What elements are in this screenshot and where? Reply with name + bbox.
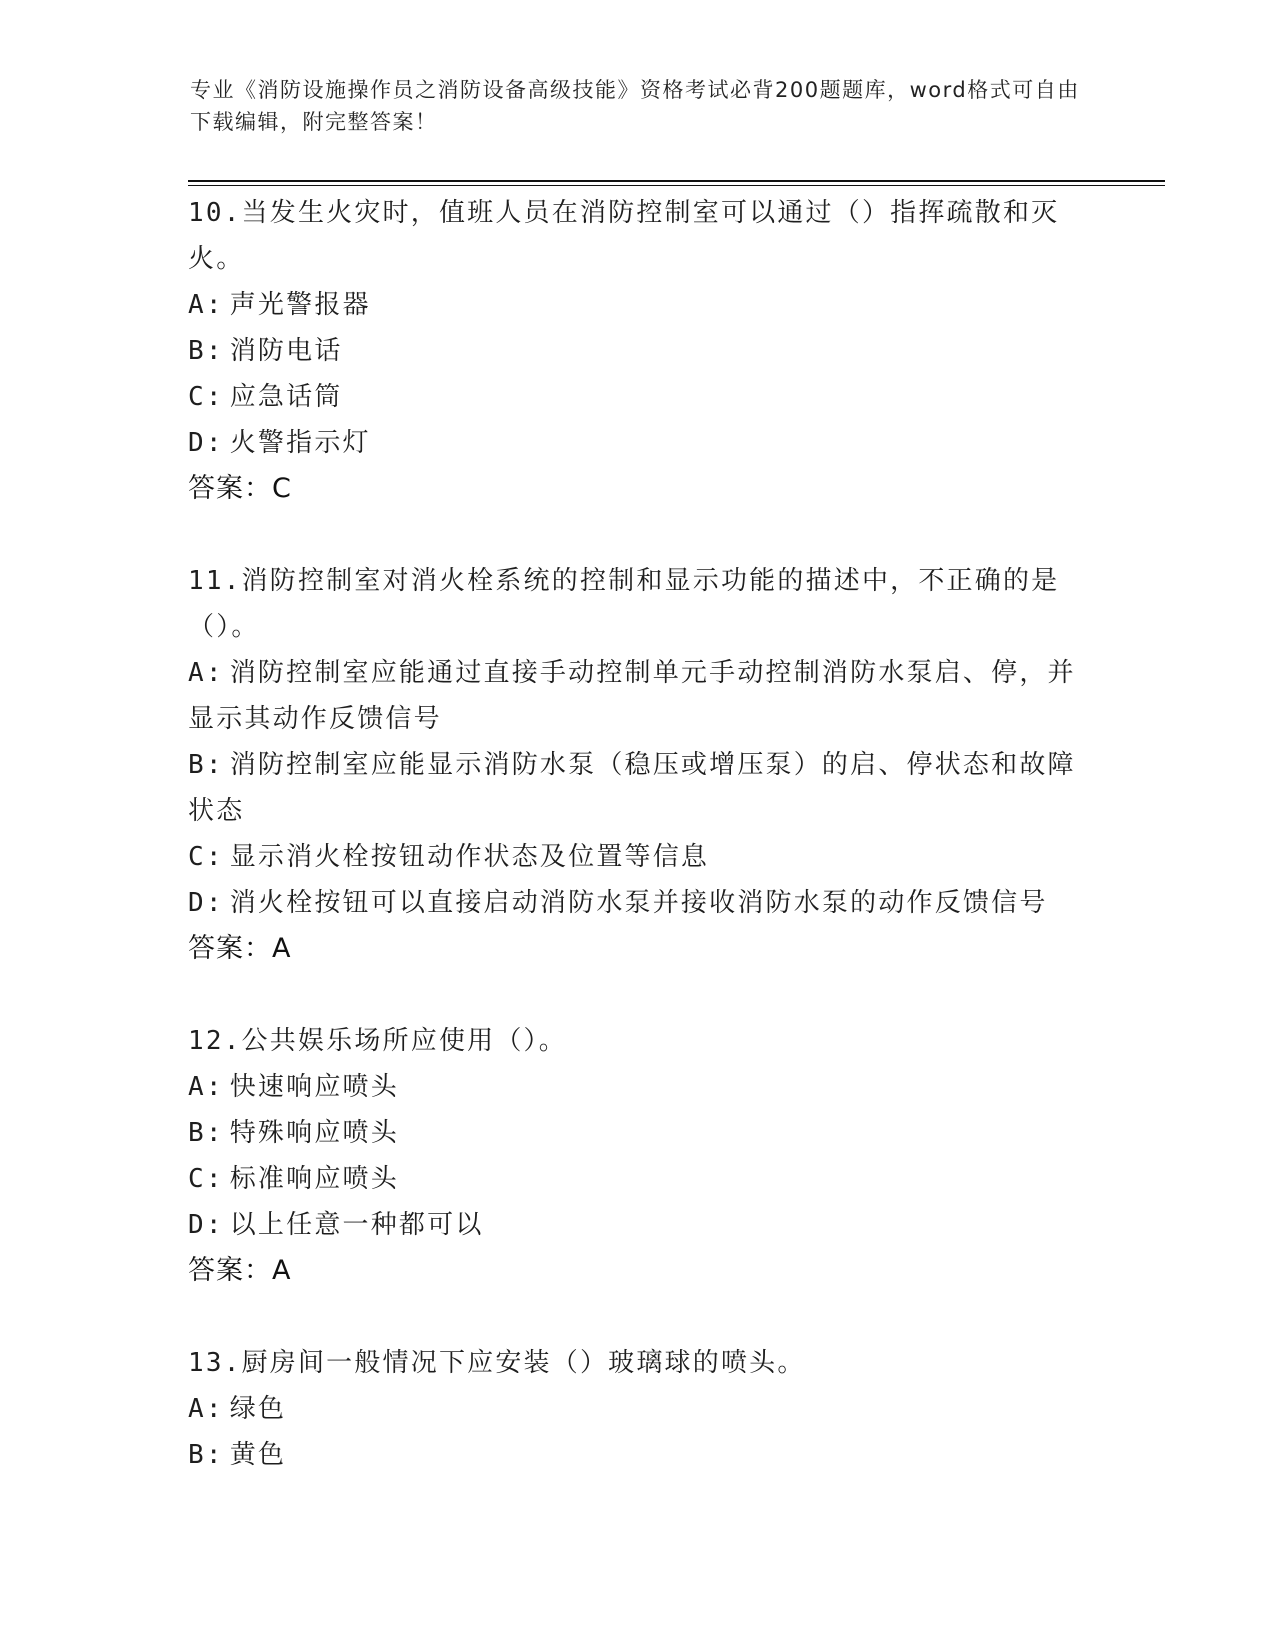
option-b <box>188 328 1088 374</box>
option-text: 消火栓按钮可以直接启动消防水泵并接收消防水泵的动作反馈信号 <box>229 888 1048 918</box>
question-10 <box>188 190 1088 512</box>
option-text: 绿色 <box>229 1394 287 1424</box>
question-12 <box>188 1018 1088 1294</box>
document-header: 专业《消防设施操作员之消防设备高级技能》资格考试必背200题题库，word格式可自由下载编辑，附完整答案！ <box>190 78 1080 134</box>
option-text: 快速响应喷头 <box>229 1072 399 1102</box>
option-key: A: <box>188 1394 224 1424</box>
option-text: 声光警报器 <box>229 290 371 320</box>
answer-line: 答案：A <box>188 1255 292 1286</box>
option-key: B: <box>188 750 224 780</box>
answer-line: 答案：C <box>188 473 292 504</box>
option-text: 应急话筒 <box>229 382 343 412</box>
question-11 <box>188 558 1088 972</box>
option-c <box>188 834 1088 880</box>
option-text: 消防控制室应能通过直接手动控制单元手动控制消防水泵启、停，并显示其动作反馈信号 <box>188 658 1076 734</box>
option-c <box>188 374 1088 420</box>
question-spacer <box>188 972 1088 1018</box>
option-a <box>188 1386 1088 1432</box>
answer-line: 答案：A <box>188 933 292 964</box>
option-key: C: <box>188 382 224 412</box>
option-d <box>188 1202 1088 1248</box>
option-key: A: <box>188 658 224 688</box>
option-key: B: <box>188 1440 224 1470</box>
option-text: 黄色 <box>229 1440 287 1470</box>
question-spacer <box>188 512 1088 558</box>
option-a <box>188 282 1088 328</box>
option-key: D: <box>188 1210 224 1240</box>
question-stem: 13.厨房间一般情况下应安装（）玻璃球的喷头。 <box>188 1348 806 1378</box>
option-key: A: <box>188 1072 224 1102</box>
option-key: A: <box>188 290 224 320</box>
option-a <box>188 1064 1088 1110</box>
option-text: 消防电话 <box>229 336 343 366</box>
question-13 <box>188 1340 1088 1478</box>
question-stem: 12.公共娱乐场所应使用（）。 <box>188 1026 567 1056</box>
option-b <box>188 742 1088 834</box>
option-b <box>188 1432 1088 1478</box>
option-d <box>188 420 1088 466</box>
option-text: 标准响应喷头 <box>229 1164 399 1194</box>
option-key: D: <box>188 888 224 918</box>
option-text: 消防控制室应能显示消防水泵（稳压或增压泵）的启、停状态和故障状态 <box>188 750 1076 826</box>
header-rule-thin <box>188 185 1165 186</box>
question-stem: 11.消防控制室对消火栓系统的控制和显示功能的描述中，不正确的是（）。 <box>188 566 1060 642</box>
question-list <box>188 190 1088 1478</box>
option-key: B: <box>188 1118 224 1148</box>
option-d <box>188 880 1088 926</box>
option-key: C: <box>188 1164 224 1194</box>
header-rule-thick <box>188 180 1165 182</box>
option-text: 以上任意一种都可以 <box>229 1210 484 1240</box>
option-text: 火警指示灯 <box>229 428 371 458</box>
option-b <box>188 1110 1088 1156</box>
option-key: D: <box>188 428 224 458</box>
option-c <box>188 1156 1088 1202</box>
question-spacer <box>188 1294 1088 1340</box>
option-key: C: <box>188 842 224 872</box>
option-key: B: <box>188 336 224 366</box>
option-text: 特殊响应喷头 <box>229 1118 399 1148</box>
question-stem: 10.当发生火灾时，值班人员在消防控制室可以通过（）指挥疏散和灭火。 <box>188 198 1060 274</box>
option-text: 显示消火栓按钮动作状态及位置等信息 <box>229 842 710 872</box>
option-a <box>188 650 1088 742</box>
